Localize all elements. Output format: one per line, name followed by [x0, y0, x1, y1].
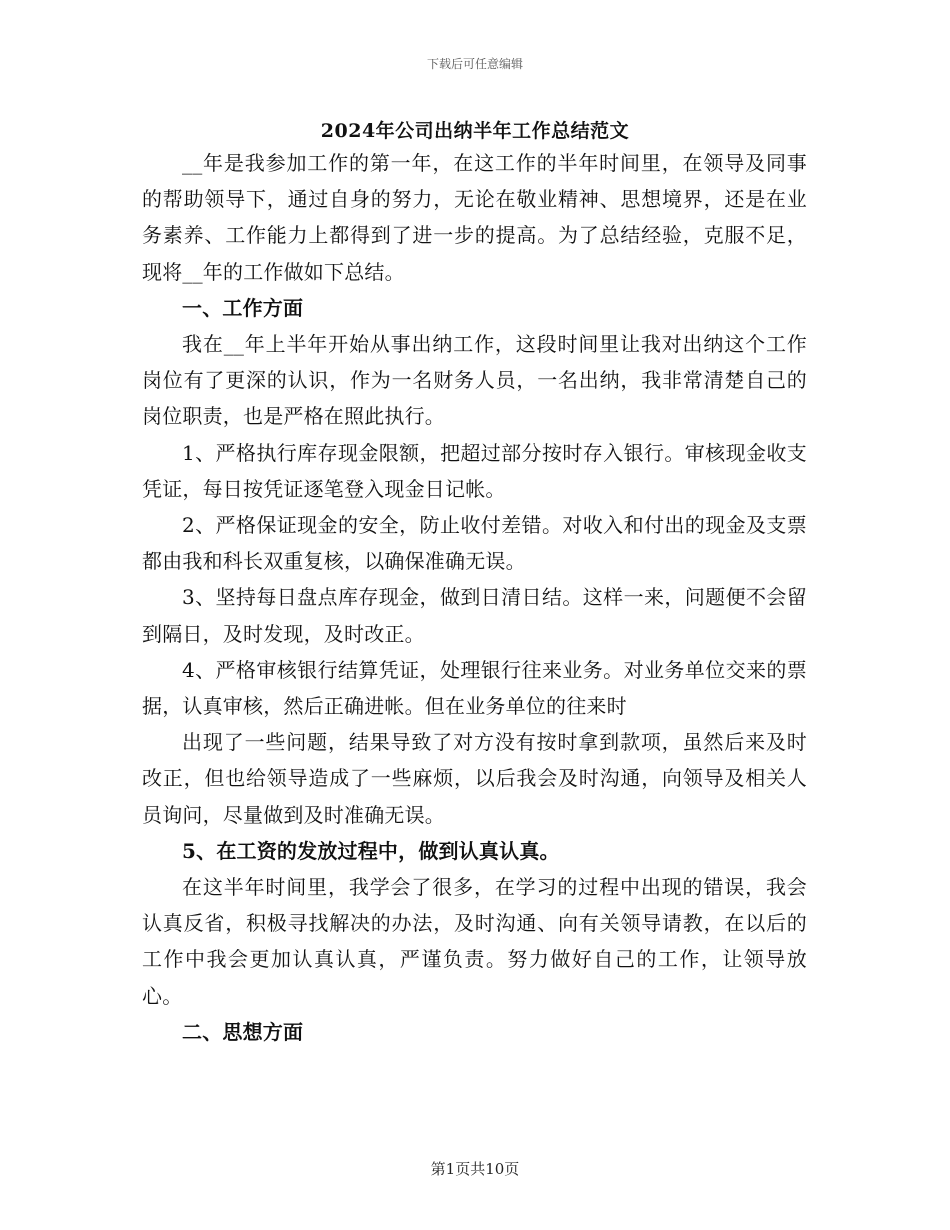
- section-heading: 5、在工资的发放过程中，做到认真认真。: [182, 838, 560, 863]
- section-heading: 二、思想方面: [182, 1019, 304, 1044]
- body-paragraph: 3、坚持每日盘点库存现金，做到日清日结。这样一来，问题便不会留到隔日，及时发现，及时改正。: [142, 585, 807, 646]
- body-paragraph: 4、严格审核银行结算凭证，处理银行往来业务。对业务单位交来的票据，认真审核，然后正确进帐。但在业务单位的往来时: [142, 657, 807, 719]
- body-paragraph: 2、严格保证现金的安全，防止收付差错。对收入和付出的现金及支票都由我和科长双重复核，以确保准确无误。: [142, 513, 807, 574]
- body-paragraph: 1、严格执行库存现金限额，把超过部分按时存入银行。审核现金收支凭证，每日按凭证逐笔登入现金日记帐。: [142, 440, 807, 501]
- document-title: 2024年公司出纳半年工作总结范文: [320, 120, 630, 142]
- header-note: 下载后可任意编辑: [426, 57, 523, 71]
- body-paragraph: 出现了一些问题，结果导致了对方没有按时拿到款项，虽然后来及时改正，但也给领导造成了一些麻烦，以后我会及时沟通，向领导及相关人员询问，尽量做到及时准确无误。: [142, 730, 807, 827]
- body-paragraph: 我在__年上半年开始从事出纳工作，这段时间里让我对出纳这个工作岗位有了更深的认识，作为一名财务人员，一名出纳，我非常清楚自己的岗位职责，也是严格在照此执行。: [142, 332, 807, 429]
- section-heading: 一、工作方面: [182, 295, 304, 320]
- page-footer: 第1页共10页: [430, 1160, 520, 1178]
- body-paragraph: __年是我参加工作的第一年，在这工作的半年时间里，在领导及同事的帮助领导下，通过自身的努力，无论在敬业精神、思想境界，还是在业务素养、工作能力上都得到了进一步的提高。为了总结经验，克服不足，现将__年的工作做如下总结。: [142, 151, 807, 284]
- document-body: [142, 145, 807, 1050]
- body-paragraph: 在这半年时间里，我学会了很多，在学习的过程中出现的错误，我会认真反省，积极寻找解决的办法，及时沟通、向有关领导请教，在以后的工作中我会更加认真认真，严谨负责。努力做好自己的工作，让领导放心。: [142, 875, 807, 1008]
